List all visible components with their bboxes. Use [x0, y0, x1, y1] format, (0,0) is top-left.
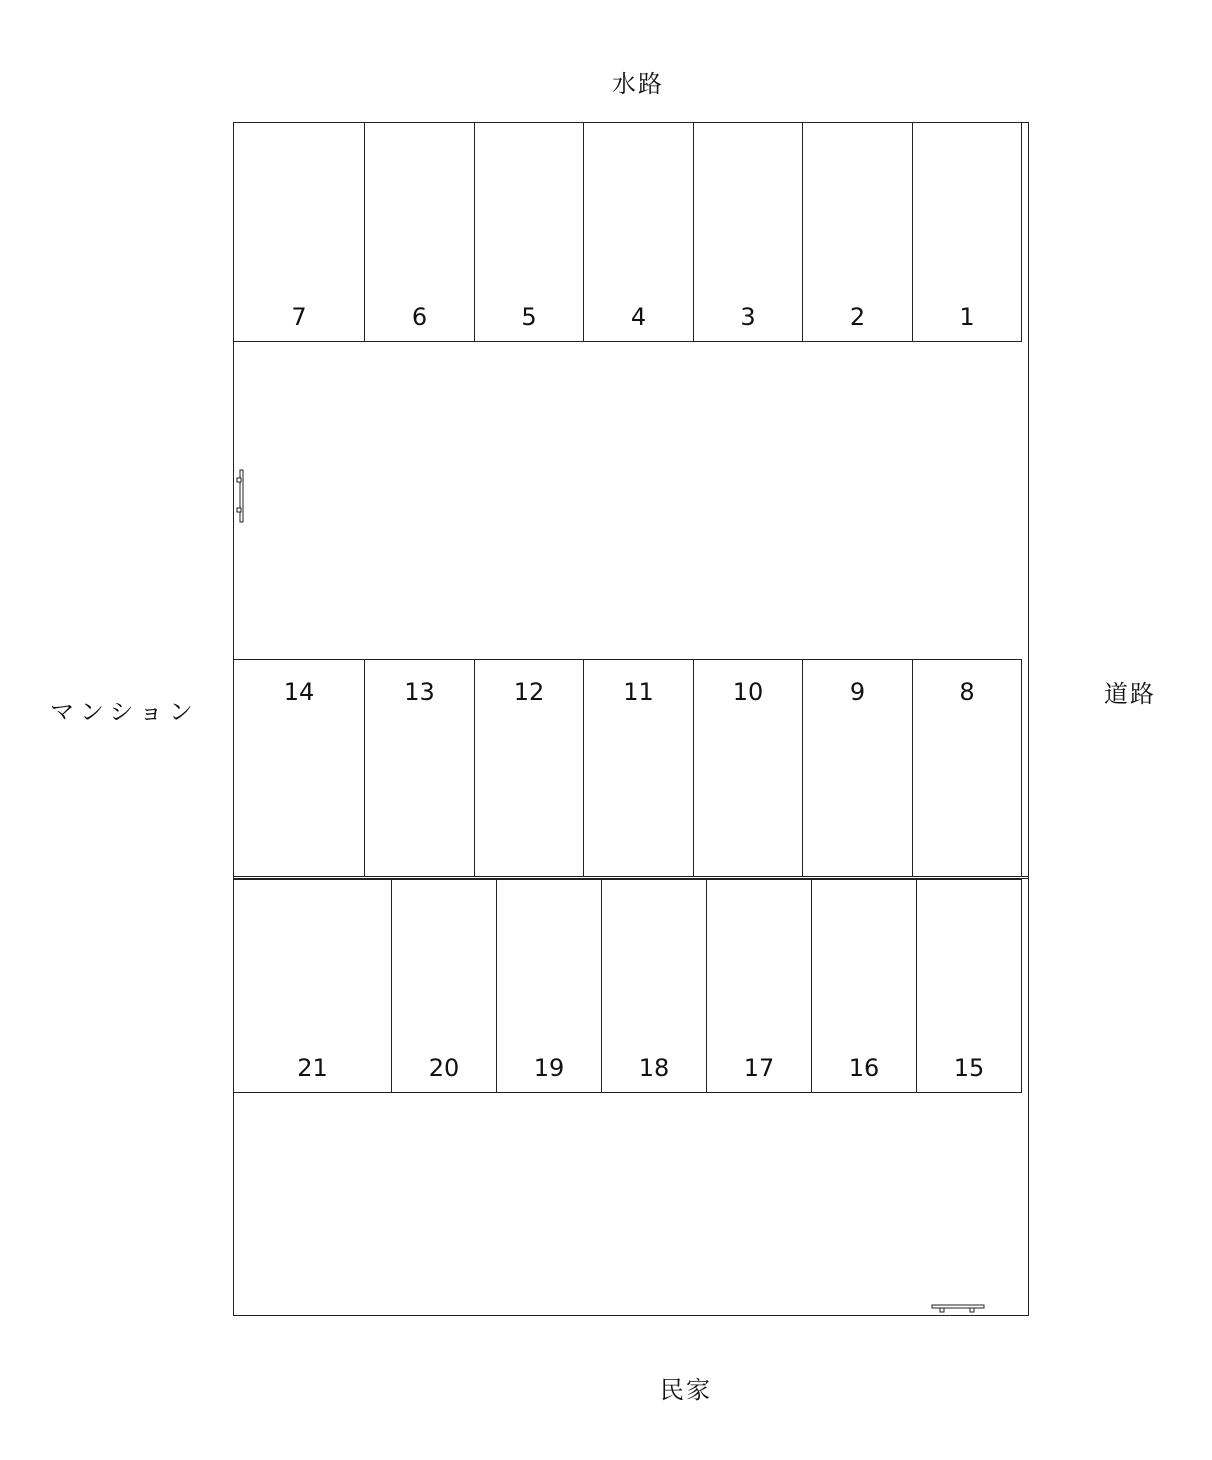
- space-number: 6: [411, 303, 428, 331]
- space-number: 16: [848, 1054, 880, 1082]
- parking-space-16: [811, 879, 917, 1093]
- space-number: 10: [732, 678, 764, 706]
- space-number: 20: [428, 1054, 460, 1082]
- bottom-gate: [928, 1302, 988, 1316]
- space-number: 4: [630, 303, 647, 331]
- parking-space-14: [233, 659, 365, 877]
- space-number: 21: [297, 1054, 328, 1082]
- parking-space-21: [233, 879, 392, 1093]
- space-number: 17: [743, 1054, 775, 1082]
- parking-space-9: [802, 659, 913, 877]
- parking-space-7: [233, 122, 365, 342]
- parking-space-6: [364, 122, 475, 342]
- parking-space-18: [601, 879, 707, 1093]
- space-number: 9: [849, 678, 866, 706]
- label-waterway: 水路: [612, 70, 664, 98]
- space-number: 7: [291, 303, 307, 331]
- parking-space-13: [364, 659, 475, 877]
- space-number: 12: [513, 678, 545, 706]
- space-number: 13: [404, 678, 435, 706]
- space-number: 3: [740, 303, 756, 331]
- space-number: 2: [849, 303, 866, 331]
- label-private-house: 民家: [660, 1376, 712, 1404]
- parking-space-10: [693, 659, 803, 877]
- space-number: 5: [521, 303, 537, 331]
- parking-space-3: [693, 122, 803, 342]
- label-apartment: マンション: [50, 698, 199, 726]
- parking-space-5: [474, 122, 584, 342]
- space-number: 14: [283, 678, 315, 706]
- parking-space-12: [474, 659, 584, 877]
- space-number: 1: [959, 303, 975, 331]
- space-number: 15: [953, 1054, 985, 1082]
- parking-space-15: [916, 879, 1022, 1093]
- parking-space-20: [391, 879, 497, 1093]
- parking-space-1: [912, 122, 1022, 342]
- space-number: 11: [623, 678, 654, 706]
- parking-space-19: [496, 879, 602, 1093]
- label-road: 道路: [1104, 680, 1156, 708]
- parking-space-2: [802, 122, 913, 342]
- parking-space-11: [583, 659, 694, 877]
- parking-space-17: [706, 879, 812, 1093]
- parking-space-4: [583, 122, 694, 342]
- space-number: 8: [959, 678, 975, 706]
- parking-space-8: [912, 659, 1022, 877]
- left-gate: [234, 466, 248, 526]
- space-number: 18: [638, 1054, 670, 1082]
- space-number: 19: [533, 1054, 565, 1082]
